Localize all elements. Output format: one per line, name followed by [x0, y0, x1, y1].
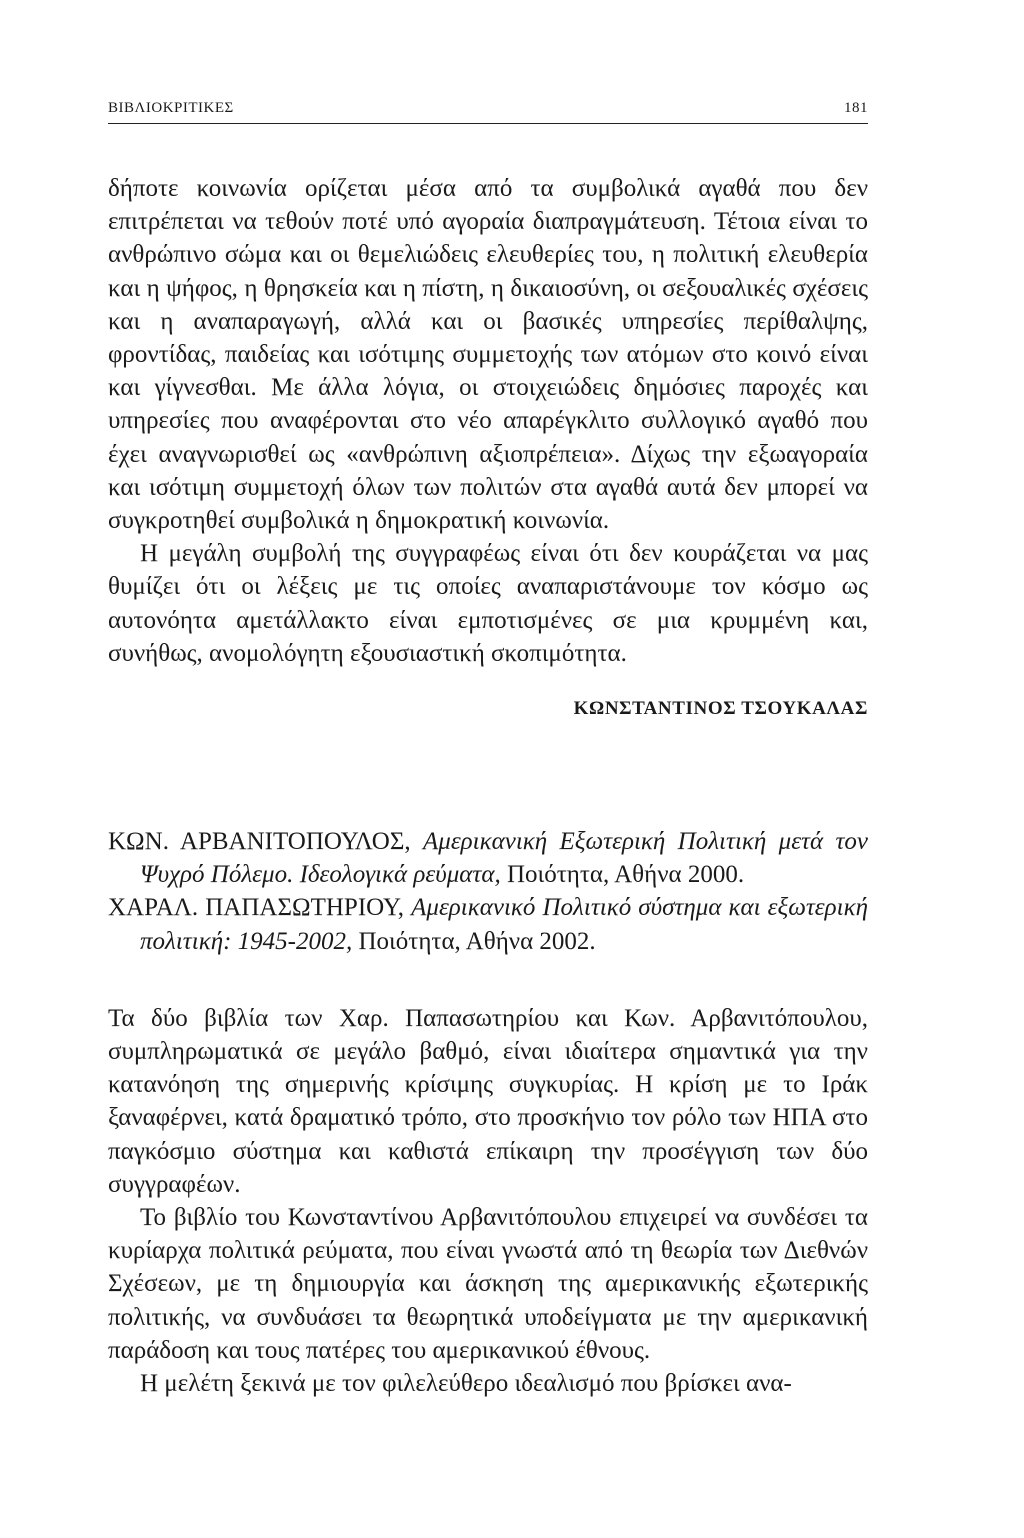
citation-title: Αμερικανικό Πολιτικό σύστημα και εξωτερική πολιτική: 1945-2002, [140, 894, 868, 955]
paragraph: δήποτε κοινωνία ορίζεται μέσα από τα συμβολικά αγαθά που δεν επιτρέπεται να τεθούν ποτέ υπό αγοραία διαπραγμάτευση. Τέτοια είναι το ανθρώπινο σώμα και οι θεμελιώδεις ελευθερίες του, η πολιτική ελευθερία και η ψήφος, η θρησκεία και η πίστη, η δικαιοσύνη, οι σεξουαλικές σχέσεις και η αναπαραγωγή, αλλά και οι βασικές υπηρεσίες περίθαλψης, φροντίδας, παιδείας και ισότιμης συμμετοχής των ατόμων στο κοινό είναι και γίγνεσθαι. Με άλλα λόγια, οι στοιχειώδεις δημόσιες παροχές και υπηρεσίες που αναφέρονται στο νέο απαρέγκλιτο συλλογικό αγαθό που έχει αναγνωρισθεί ως «ανθρώπινη αξιοπρέπεια». Δίχως την εξωαγοραία και ισότιμη συμμετοχή όλων των πολιτών στα αγαθά αυτά δεν μπορεί να συγκροτηθεί συμβολικά η δημοκρατική κοινωνία. [108, 175, 868, 535]
paragraph: Το βιβλίο του Κωνσταντίνου Αρβανιτόπουλου επιχειρεί να συνδέσει τα κυρίαρχα πολιτικά ρεύματα, που είναι γνωστά από τη θεωρία των Διεθνών Σχέσεων, με τη δημιουργία και άσκηση της αμερικανικής εξωτερικής πολιτικής, να συνδυάσει τα θεωρητικά υποδείγματα με την αμερικανική παράδοση και τους πατέρες του αμερικανικού έθνους. [108, 1204, 868, 1364]
section-title: ΒΙΒΛΙΟΚΡΙΤΙΚΕΣ [108, 100, 234, 116]
page-number: 181 [844, 100, 868, 116]
citation-title: Αμερικανική Εξωτερική Πολιτική μετά τον Ψυχρό Πόλεμο. Ιδεολογικά ρεύματα, [140, 828, 869, 889]
paragraph: Τα δύο βιβλία των Χαρ. Παπασωτηρίου και Κων. Αρβανιτόπουλου, συμπληρωματικά σε μεγάλο βαθμό, είναι ιδιαίτερα σημαντικά για την κατανόηση της σημερινής κρίσιμης συγκυρίας. Η κρίση με το Ιράκ ξαναφέρνει, κατά δραματικό τρόπο, στο προσκήνιο τον ρόλο των ΗΠΑ στο παγκόσμιο σύστημα και καθιστά επίκαιρη την προσέγγιση των δύο συγγραφέων. [108, 1004, 868, 1198]
book-page [108, 100, 868, 1400]
running-head [108, 100, 868, 124]
citation-author: ΚΩΝ. ΑΡΒΑΝΙΤΟΠΟΥΛΟΣ, [108, 828, 411, 856]
citation-entry [108, 825, 868, 891]
citation-author: ΧΑΡΑΛ. ΠΑΠΑΣΩΤΗΡΙΟΥ, [108, 894, 405, 922]
review-1-text [108, 172, 868, 670]
citation-publisher: Ποιότητα, Αθήνα 2002. [358, 927, 596, 955]
reviewer-signature: ΚΩΝΣΤΑΝΤΙΝΟΣ ΤΣΟΥΚΑΛΑΣ [573, 698, 868, 720]
citation-publisher: Ποιότητα, Αθήνα 2000. [506, 861, 745, 889]
book-citation [108, 825, 868, 958]
paragraph: Η μελέτη ξεκινά με τον φιλελεύθερο ιδεαλισμό που βρίσκει ανα- [140, 1370, 792, 1398]
review-2-text [108, 1002, 868, 1400]
paragraph: Η μεγάλη συμβολή της συγγραφέως είναι ότι δεν κουράζεται να μας θυμίζει ότι οι λέξεις με τις οποίες αναπαριστάνουμε τον κόσμο ως αυτονόητα αμετάλλακτο είναι εμποτισμένες σε μια κρυμμένη και, συνήθως, ανομολόγητη εξουσιαστική σκοπιμότητα. [108, 540, 868, 667]
citation-entry [108, 891, 868, 957]
